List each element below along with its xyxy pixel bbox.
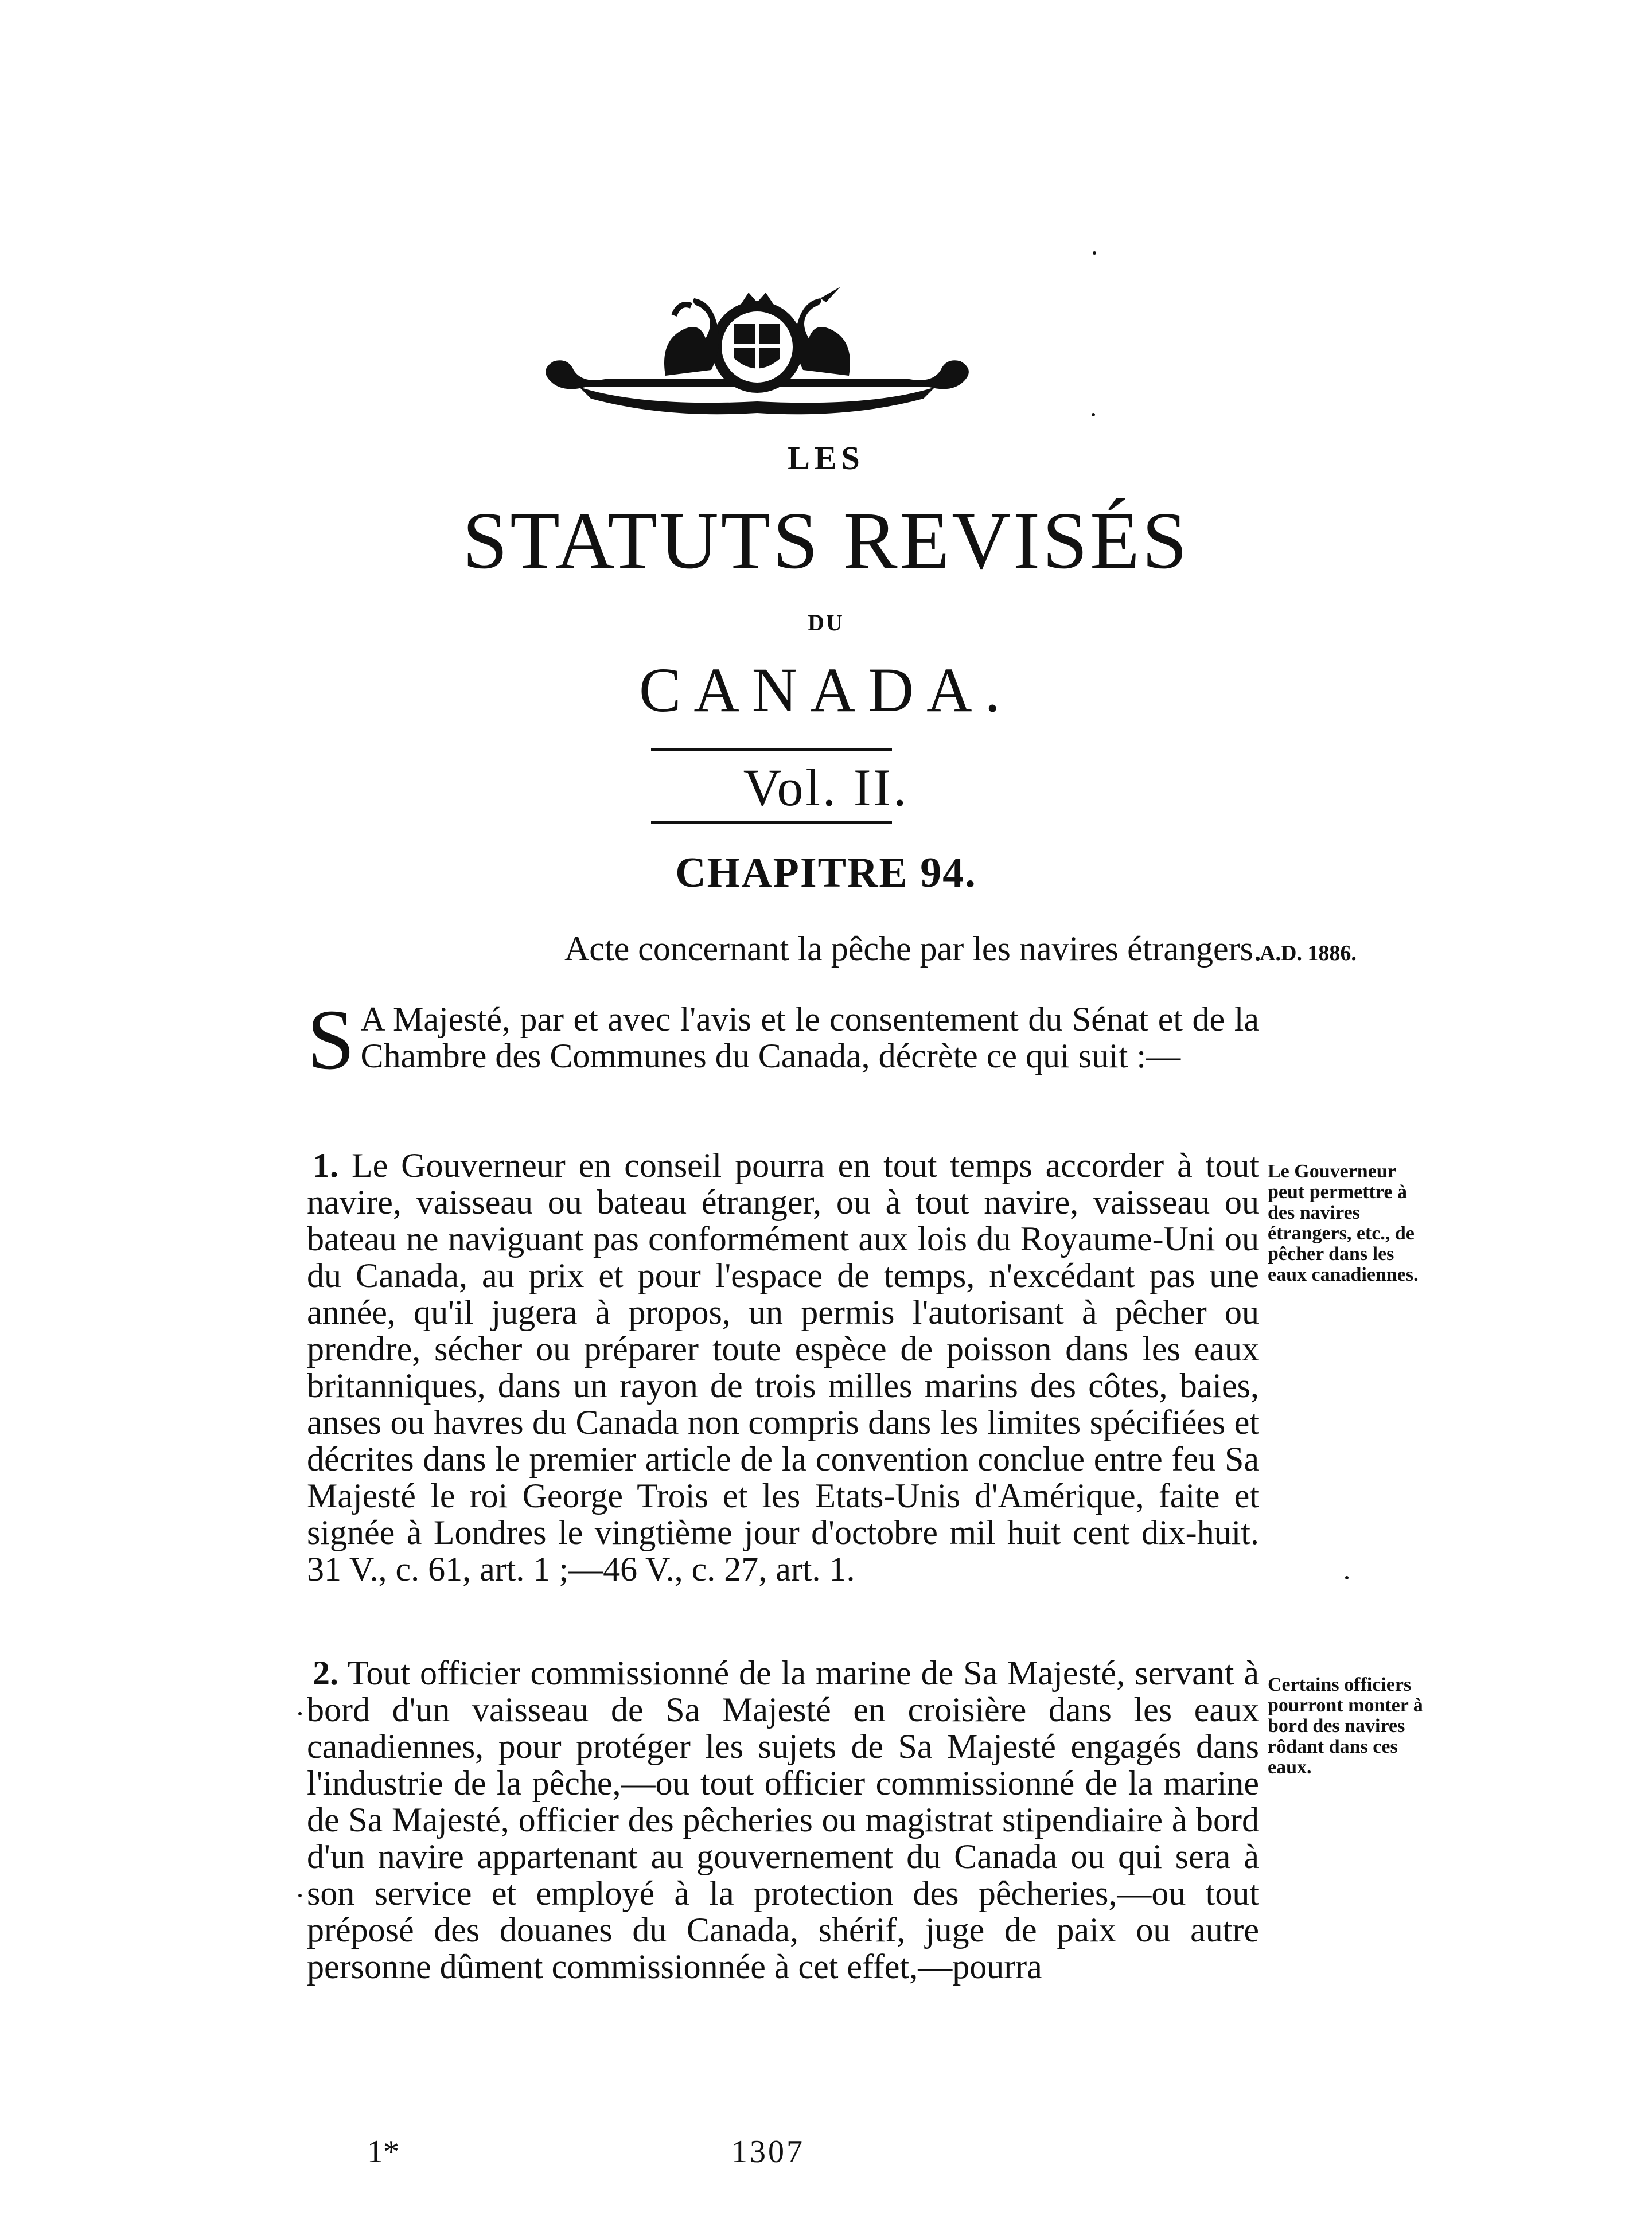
margin-note-section-2: Certains officiers pourront monter à bord des navires rôdant dans ces eaux. [1268, 1674, 1423, 1778]
section-2 [307, 1655, 1259, 1985]
royal-coat-of-arms-icon [528, 284, 987, 422]
section-text: Le Gouverneur en conseil pourra en tout temps accorder à tout navire, vaisseau ou bateau étranger, ou à tout navire, vaisseau ou bateau ne naviguant pas conformément aux lois du Royaume-Uni ou du Canada, au prix et pour l'espace de temps, n'excédant pas une année, qu'il jugera à propos, un permis l'autorisant à pêcher ou prendre, sécher ou préparer toute espèce de poisson dans les eaux britanniques, dans un rayon de trois milles marins des côtes, baies, anses ou havres du Canada non compris dans les limites spécifiées et décrites dans le premier article de la convention conclue entre feu Sa Majesté le roi George Trois et les Etats-Unis d'Amérique, faite et signée à Londres le vingtième jour d'octobre mil huit cent dix-huit. 31 V., c. 61, art. 1 ;—46 V., c. 27, art. 1. [307, 1146, 1259, 1588]
signature-mark: 1* [367, 2134, 399, 2170]
title-connector: DU [808, 610, 844, 635]
title-divider-top [651, 748, 892, 751]
scan-speck [298, 1894, 302, 1897]
volume-label: Vol. II. [743, 758, 909, 817]
section-text: Tout officier commissionné de la marine de Sa Majesté, servant à bord d'un vaisseau de Sa Majesté en croisière dans les eaux canadiennes, pour protéger les sujets de Sa Majesté engagés dans l'industrie de la pêche,—ou tout officier commissionné de la marine de Sa Majesté, officier des pêcheries ou magistrat stipendiaire à bord d'un navire appartenant au gouvernement du Canada ou qui sera à son service et employé à la protection des pêcheries,—ou tout préposé des douanes du Canada, shérif, juge de paix ou autre personne dûment commissionnée à cet effet,—pourra [307, 1654, 1259, 1986]
series-prefix: LES [788, 439, 864, 477]
preamble [307, 992, 1259, 1087]
scan-speck [298, 1712, 302, 1715]
preamble-text: A Majesté, par et avec l'avis et le consentement du Sénat et de la Chambre des Communes du Canada, décrète ce qui suit :— [360, 1000, 1259, 1075]
section-number: 2. [313, 1654, 338, 1692]
scan-speck [1092, 413, 1095, 416]
page-number: 1307 [731, 2134, 805, 2170]
title-divider-bottom [651, 821, 892, 824]
scan-speck [1093, 251, 1096, 255]
drop-cap: S [307, 992, 355, 1087]
scan-speck [1345, 1576, 1349, 1580]
chapter-heading: CHAPITRE 94. [675, 849, 977, 896]
country-title: CANADA. [638, 655, 1014, 725]
margin-note-section-1: Le Gouverneur peut permettre à des navires étrangers, etc., de pêcher dans les eaux canadiennes. [1268, 1161, 1419, 1285]
act-title: Acte concernant la pêche par les navires étrangers. [564, 930, 1262, 968]
section-number: 1. [313, 1146, 338, 1184]
page-title: STATUTS REVISÉS [462, 495, 1190, 586]
section-1 [307, 1147, 1259, 1588]
year-note: A.D. 1886. [1260, 941, 1357, 965]
